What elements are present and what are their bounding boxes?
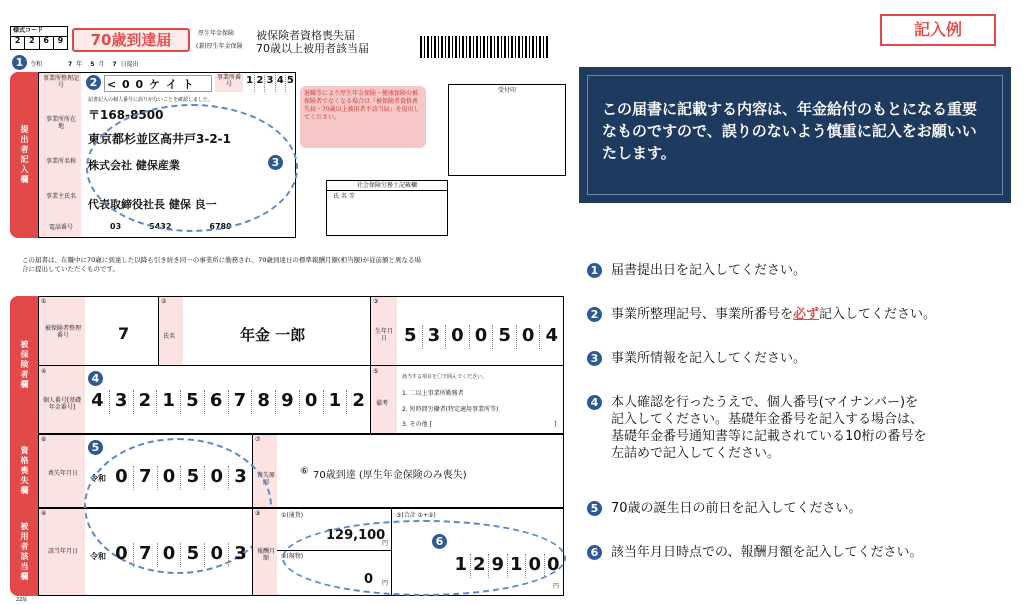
loss-reason-label: 喪失原因 <box>256 472 275 486</box>
loss-side-label: 資格喪失欄 <box>10 434 38 508</box>
date-month: 5 <box>90 61 95 68</box>
page-code: 22版 <box>16 597 28 603</box>
address-label: 事業所所在地 <box>45 116 76 130</box>
mynumber-digits <box>86 390 370 414</box>
apply-side-label: 被用者該当欄 <box>10 508 38 596</box>
loss-digit: 0 <box>110 466 134 490</box>
confirm-note: 届書記入の個人番号に誤りがないことを確認しました。 <box>88 97 214 103</box>
apply-digit: 0 <box>158 543 182 567</box>
postal-code: 〒168-8500 <box>88 108 164 122</box>
mynumber-label: 個人番号[基礎年金番号] <box>42 397 82 411</box>
total-digit: 0 <box>546 554 560 575</box>
phone-label: 電話番号 <box>48 224 73 231</box>
office-code-value: < 0 0 ケ イ ト <box>104 75 212 92</box>
loss-digit: 7 <box>134 466 158 490</box>
name-field-label: 氏名 <box>163 333 176 340</box>
insurance-line1: 厚生年金保険 <box>198 30 235 37</box>
owner-label: 事業主氏名 <box>45 193 76 200</box>
instruction-5-text: 70歳の誕生日の前日を記入してください。 <box>611 501 862 516</box>
birth-digit: 3 <box>423 325 447 349</box>
doc-title2: 70歳以上被用者該当届 <box>256 42 369 55</box>
marker-6-icon: 6 <box>432 534 447 549</box>
example-badge: 記入例 <box>880 14 996 46</box>
info-box <box>579 67 1011 203</box>
phone-mid: 5432 <box>149 222 172 231</box>
mynumber-digit: 0 <box>300 390 324 414</box>
mynumber-digit: 6 <box>205 390 229 414</box>
office-code-label: 事業所整理記号 <box>42 75 79 89</box>
phone-area: 03 <box>110 222 122 231</box>
instruction-6-marker-icon: 6 <box>587 545 602 560</box>
n8: ⑧ <box>41 510 47 517</box>
instruction-2-post: 記入してください。 <box>819 307 937 322</box>
apply-digit: 3 <box>234 543 247 564</box>
n3: ③ <box>373 298 379 305</box>
total-digit: 9 <box>489 554 508 578</box>
date-month-unit: 月 <box>98 61 105 68</box>
n9: ⑨ <box>255 510 261 517</box>
n4: ④ <box>41 368 47 375</box>
form-code-box <box>10 26 68 50</box>
birth-digit: 5 <box>493 325 517 349</box>
address-value: 東京都杉並区高井戸3-2-1 <box>88 132 232 146</box>
doc-title1: 被保険者資格喪失届 <box>256 29 355 42</box>
office-number-label: 事業所番号 <box>215 74 243 92</box>
marker-2-icon: 2 <box>86 75 101 90</box>
apply-date-label: 該当年月日 <box>48 548 79 555</box>
mynumber-digit: 8 <box>252 390 276 414</box>
marker-4-icon: 4 <box>88 371 103 386</box>
instruction-4 <box>587 394 1017 462</box>
submitter-side-label: 提出者記入欄 <box>10 72 38 238</box>
instruction-3-text: 事業所情報を記入してください。 <box>611 351 807 366</box>
office-number-digit: 3 <box>265 75 275 92</box>
instruction-2-pre: 事業所整理記号、事業所番号を <box>611 307 794 322</box>
birth-digits <box>399 325 563 349</box>
notice-text: この届書は、在職中に70歳に到達した以降も引き続き同一の事業所に勤務され、70歳到達日の標準報酬月額(相当額)が従前額と異なる場合に提出していただくものです。 <box>22 256 422 273</box>
mynumber-digit: 4 <box>86 390 110 414</box>
remarks-2: 2. 短時間労働者(特定適用事業所等) <box>402 406 499 413</box>
instruction-1-marker-icon: 1 <box>587 263 602 278</box>
office-number-digit: 2 <box>255 75 265 92</box>
n5: ⑤ <box>373 368 379 375</box>
date-day-unit: 日提出 <box>120 61 139 68</box>
sharoushi-box <box>326 180 448 236</box>
total-yen: 円 <box>553 583 560 590</box>
sharoushi-label: 社会保険労務士記載欄 <box>327 181 447 191</box>
mynumber-digit: 1 <box>157 390 181 414</box>
info-box-text: この届書に記載する内容は、年金給付のもとになる重要なものですので、誤りのないよう慎重に記入をお願いいたします。 <box>587 75 1003 195</box>
insured-side-label: 被保険者欄 <box>10 296 38 434</box>
office-number-digit: 4 <box>276 75 286 92</box>
instruction-2-marker-icon: 2 <box>587 307 602 322</box>
date-era: 令和 <box>30 61 43 68</box>
loss-digit: 5 <box>181 466 205 490</box>
form-code-label: 様式コード <box>11 27 67 37</box>
form-code-digit: 2 <box>11 37 25 49</box>
marker-1-icon: 1 <box>12 55 27 70</box>
remarks-3: 3. その他 [ <box>402 421 432 428</box>
apply-digits <box>110 543 252 567</box>
date-year-unit: 年 <box>76 61 83 68</box>
title-badge: 70歳到達届 <box>72 28 190 52</box>
birth-digit: 4 <box>545 325 559 346</box>
company-value: 株式会社 健保産業 <box>88 159 180 172</box>
birth-digit: 0 <box>470 325 494 349</box>
instruction-5-marker-icon: 5 <box>587 501 602 516</box>
apply-digit: 0 <box>205 543 229 567</box>
mynumber-digit: 5 <box>181 390 205 414</box>
loss-digit: 0 <box>158 466 182 490</box>
marker-3-outline <box>86 104 298 232</box>
currency-yen: 円 <box>382 540 389 547</box>
mynumber-digit: 3 <box>110 390 134 414</box>
apply-digit: 7 <box>134 543 158 567</box>
total-digit: 2 <box>471 554 490 578</box>
loss-reason <box>300 466 467 481</box>
goods-yen: 円 <box>382 580 389 587</box>
date-year: 7 <box>68 61 73 68</box>
instruction-4-text: 本人確認を行ったうえで、個人番号(マイナンバー)を 記入してください。基礎年金番号を記入する場合は、 基礎年金番号通知書等に記載されている10桁の番号を 左詰めで記入してください。 <box>611 395 927 461</box>
remarks-close: ] <box>554 421 557 428</box>
loss-reason-num: ⑥ <box>300 466 309 477</box>
instruction-2-emph: 必ず <box>793 307 820 322</box>
loss-date-label: 喪失年月日 <box>48 470 79 477</box>
office-number <box>245 75 295 92</box>
form-code-digit: 6 <box>40 37 54 49</box>
birth-digit: 0 <box>517 325 541 349</box>
apply-digit: 0 <box>110 543 134 567</box>
loss-reason-text: 70歳到達 (厚生年金保険のみ喪失) <box>312 470 467 481</box>
instruction-2 <box>587 306 1017 323</box>
warning-note: 退職等により厚生年金保険・健康保険の被保険者でなくなる場合は『被保険者資格喪失届・70歳以上被用者不該当届』を提出してください。 <box>300 86 426 148</box>
mynumber-digit: 7 <box>229 390 253 414</box>
submission-date <box>30 61 139 68</box>
loss-era: 令和 <box>90 474 106 483</box>
n1: ① <box>41 298 47 305</box>
insured-name-value: 年金 一郎 <box>240 326 306 344</box>
mynumber-digit: 2 <box>134 390 158 414</box>
currency-label: ①(通貨) <box>281 512 304 519</box>
birth-digit: 0 <box>446 325 470 349</box>
apply-era: 令和 <box>90 552 106 561</box>
mynumber-digit: 1 <box>324 390 348 414</box>
barcode <box>420 36 550 58</box>
loss-digit: 3 <box>234 466 247 487</box>
n6: ⑥ <box>41 436 47 443</box>
total-label: ③(合計 ①+②) <box>396 512 436 519</box>
insured-number-value: 7 <box>118 324 130 343</box>
insured-number-label: 被保険者整理番号 <box>44 325 81 339</box>
goods-value: 0 <box>364 572 374 587</box>
form-code-digit: 9 <box>57 36 64 45</box>
marker-5-icon: 5 <box>88 440 103 455</box>
n2: ② <box>161 298 167 305</box>
name-label: 事業所名称 <box>45 158 76 165</box>
n7: ⑦ <box>255 436 261 443</box>
instruction-1-text: 届書提出日を記入してください。 <box>611 263 807 278</box>
total-digit: 1 <box>508 554 527 578</box>
date-day: 7 <box>112 61 117 68</box>
marker-6-outline <box>282 520 566 596</box>
mynumber-digit: 2 <box>352 390 365 411</box>
instruction-6 <box>587 544 1017 561</box>
remarks-1: 1. 二以上事業所勤務者 <box>402 390 464 397</box>
marker-3-icon: 3 <box>268 155 283 170</box>
instruction-5 <box>587 500 1017 517</box>
birth-label: 生年月日 <box>374 328 393 342</box>
mynumber-digit: 9 <box>276 390 300 414</box>
apply-digit: 5 <box>181 543 205 567</box>
office-number-digit: 5 <box>286 75 294 86</box>
currency-value: 129,100 <box>326 528 386 543</box>
instruction-6-text: 該当年月日時点での、報酬月額を記入してください。 <box>611 545 923 560</box>
total-digit: 1 <box>452 554 471 578</box>
owner-value: 代表取締役社長 健保 良一 <box>88 198 217 211</box>
receipt-stamp-box <box>448 84 566 176</box>
office-number-digit: 1 <box>245 75 255 92</box>
total-digit: 0 <box>526 554 545 578</box>
phone-end: 6789 <box>209 222 232 231</box>
receipt-label: 受付印 <box>497 87 516 94</box>
pay-label: 報酬月額 <box>256 548 275 562</box>
instruction-4-marker-icon: 4 <box>587 395 602 410</box>
instruction-1 <box>587 262 1017 279</box>
sharoushi-name-label: 氏 名 等 <box>333 193 355 200</box>
birth-digit: 5 <box>399 325 423 349</box>
goods-label: ②(現物) <box>281 553 304 560</box>
loss-digit: 0 <box>205 466 229 490</box>
instruction-3 <box>587 350 1017 367</box>
form-code-digit: 2 <box>25 37 39 49</box>
instruction-3-marker-icon: 3 <box>587 351 602 366</box>
remarks-head: 該当する項目を〇で囲んでください。 <box>402 374 488 380</box>
remarks-label: 備考 <box>376 400 389 407</box>
insurance-line2: (兼)厚生年金保険 <box>196 43 243 50</box>
